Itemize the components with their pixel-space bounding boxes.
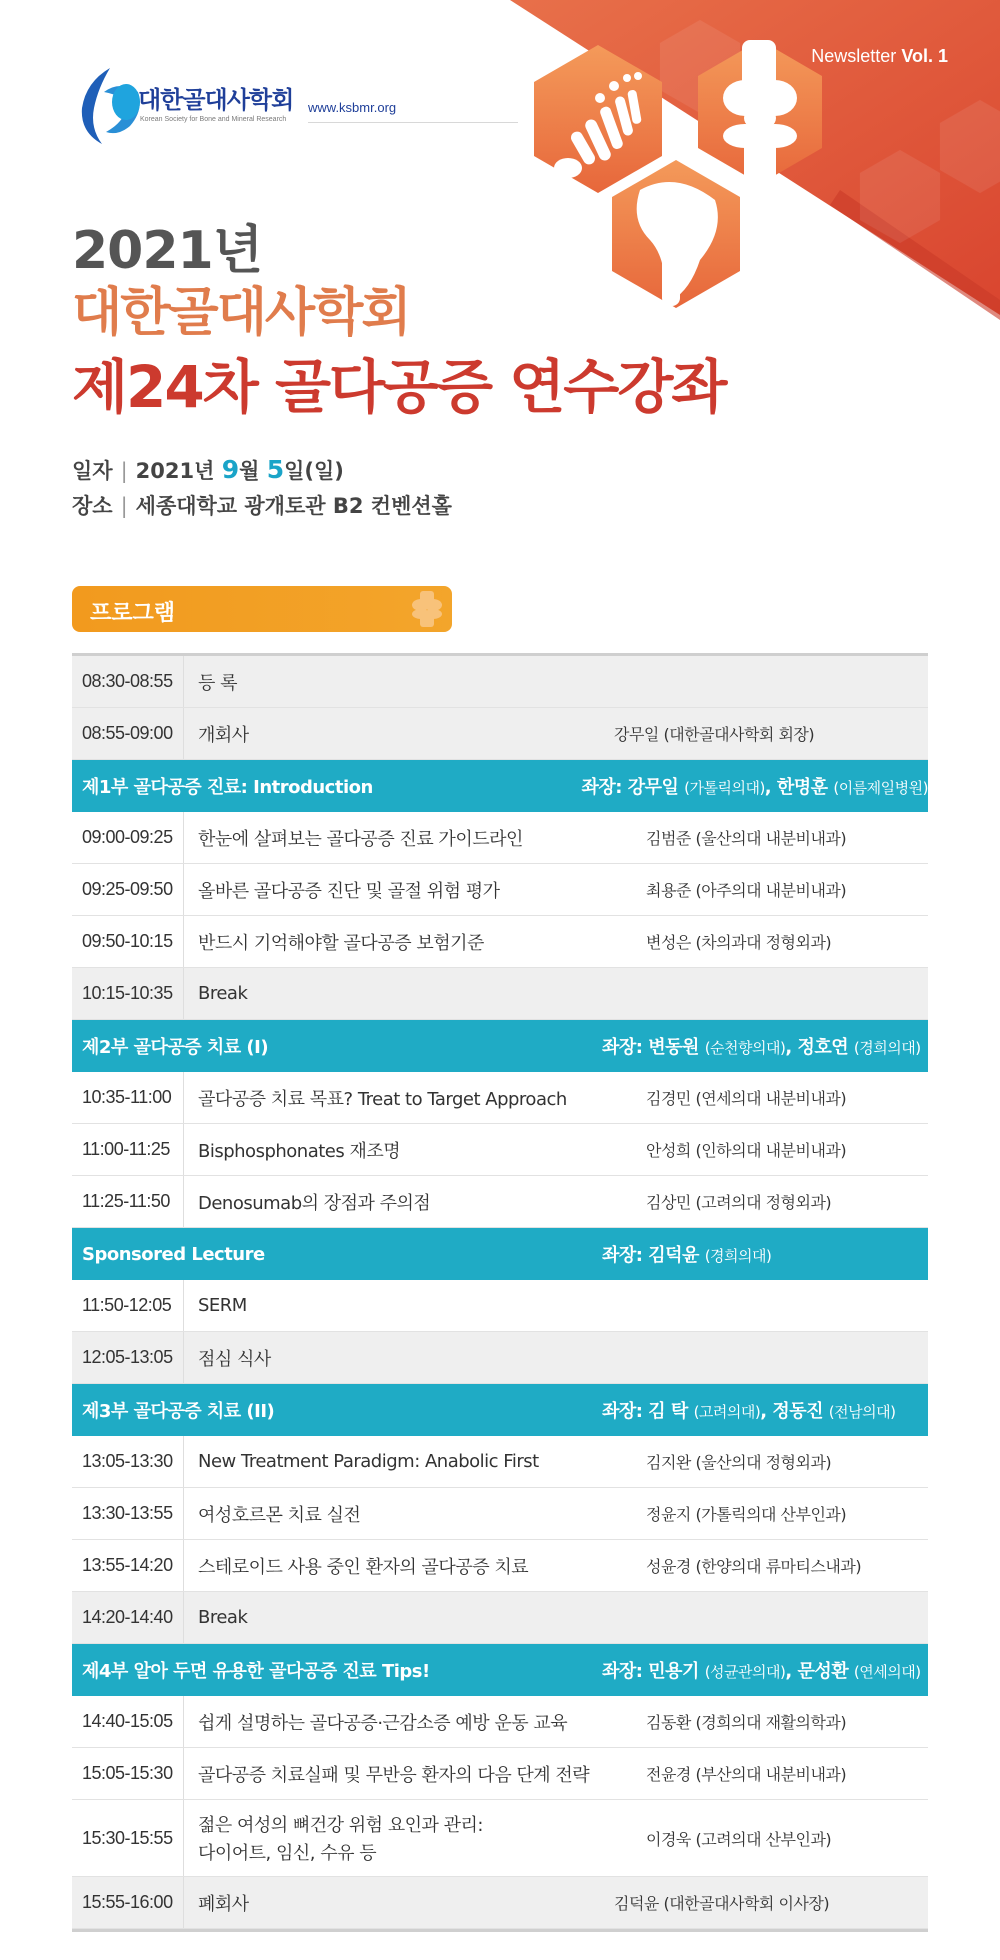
session-title: Sponsored Lecture: [82, 1243, 265, 1265]
chair-affiliation: (경희의대): [853, 1039, 921, 1057]
chair-name: , 정호연: [785, 1037, 854, 1058]
lecture-title-text: 골다공증 치료실패 및 무반응 환자의 다음 단계 전략: [198, 1764, 590, 1786]
lecture-title: [184, 1709, 644, 1735]
speaker: 정윤지 (가톨릭의대 산부인과): [646, 1505, 847, 1524]
session-time: 08:30-08:55: [72, 656, 184, 707]
schedule-row: [72, 812, 928, 864]
lecture-title-text: 올바른 골다공증 진단 및 골절 위험 평가: [198, 880, 500, 902]
schedule-row: [72, 656, 928, 708]
schedule-row: [72, 1280, 928, 1332]
session-header: [72, 1644, 928, 1696]
society-url-link[interactable]: www.ksbmr.org: [308, 100, 397, 115]
lecture-title-text: 개회사: [198, 724, 249, 746]
shoulder-bone-icon: [612, 160, 740, 308]
date-label: 일자: [72, 459, 113, 483]
date-month-unit: 월: [239, 459, 260, 483]
schedule-row: [72, 1696, 928, 1748]
schedule-row: [72, 1176, 928, 1228]
lecture-title: [184, 1761, 644, 1787]
schedule-row: [72, 708, 928, 760]
session-time: 10:15-10:35: [72, 968, 184, 1019]
date-year: 2021년: [135, 459, 215, 483]
lecture-title-text: New Treatment Paradigm: Anabolic First: [198, 1451, 539, 1472]
lecture-title-text: Bisphosphonates 재조명: [198, 1140, 401, 1162]
event-venue: [72, 490, 452, 520]
session-time: 14:40-15:05: [72, 1696, 184, 1747]
schedule-row: [72, 1488, 928, 1540]
lecture-title-text: 쉽게 설명하는 골다공증·근감소증 예방 운동 교육: [198, 1712, 568, 1734]
chair-name: 변동원: [648, 1037, 705, 1058]
speaker: 변성은 (차의과대 정형외과): [646, 933, 832, 952]
session-time: 09:50-10:15: [72, 916, 184, 967]
lecture-title-line2: 다이어트, 임신, 수유 등: [198, 1843, 377, 1864]
session-title: 제3부 골다공증 치료 (II): [82, 1401, 275, 1422]
session-title: 제1부 골다공증 진료: Introduction: [82, 777, 373, 798]
session-time: 08:55-09:00: [72, 708, 184, 759]
date-separator: |: [120, 459, 128, 483]
lecture-title: [184, 1553, 644, 1579]
lecture-title: [184, 1890, 644, 1916]
chair-affiliation: (고려의대): [693, 1403, 761, 1421]
chair-label: 좌장:: [602, 1037, 649, 1058]
session-header: [72, 1020, 928, 1072]
speaker: 전윤경 (부산의대 내분비내과): [646, 1765, 847, 1784]
session-time: 13:05-13:30: [72, 1436, 184, 1487]
session-time: 11:00-11:25: [72, 1124, 184, 1175]
chair-affiliation: (성균관의대): [704, 1663, 786, 1681]
session-header: [72, 1384, 928, 1436]
lecture-title-text: 반드시 기억해야할 골다공증 보험기준: [198, 932, 484, 954]
lecture-title: [184, 877, 644, 903]
lecture-title-text: Break: [198, 1607, 248, 1628]
lecture-title-text: SERM: [198, 1295, 247, 1316]
session-chairs: [602, 1657, 928, 1683]
lecture-title-text: 골다공증 치료 목표? Treat to Target Approach: [198, 1088, 567, 1110]
lecture-title: [184, 721, 644, 747]
schedule-row: [72, 1436, 928, 1488]
date-month-number: 9: [221, 455, 240, 484]
speaker: 김범준 (울산의대 내분비내과): [646, 829, 847, 848]
page-title: 제24차 골다공증 연수강좌: [72, 353, 726, 421]
schedule-row: [72, 1072, 928, 1124]
speaker: 김지완 (울산의대 정형외과): [646, 1453, 832, 1472]
title-organization: 대한골대사학회: [72, 283, 410, 343]
venue-name: 세종대학교 광개토관 B2 컨벤션홀: [135, 494, 452, 518]
chair-label: 좌장:: [602, 1661, 649, 1682]
chair-affiliation: (전남의대): [828, 1403, 896, 1421]
lecture-title-text: 스테로이드 사용 중인 환자의 골다공증 치료: [198, 1556, 529, 1578]
date-day-number: 5: [266, 455, 285, 484]
lecture-title-text: 젊은 여성의 뼈건강 위험 요인과 관리:: [198, 1815, 483, 1836]
lecture-title: [184, 1811, 644, 1865]
speaker: 김덕윤 (대한골대사학회 이사장): [614, 1894, 830, 1913]
session-chairs: [602, 1241, 928, 1267]
lecture-title-text: 등 록: [198, 672, 237, 694]
session-chairs: [602, 1033, 928, 1059]
lecture-title: [184, 1345, 644, 1371]
chair-affiliation: (가톨릭의대): [684, 779, 765, 797]
chair-label: 좌장:: [602, 1245, 649, 1266]
session-time: 11:25-11:50: [72, 1176, 184, 1227]
session-time: 15:30-15:55: [72, 1800, 184, 1876]
event-date: [72, 455, 344, 485]
chair-affiliation: (이름제일병원): [833, 779, 928, 797]
lecture-title: [184, 1607, 644, 1628]
chair-affiliation: (순천향의대): [704, 1039, 786, 1057]
chair-name: , 문성환: [785, 1661, 854, 1682]
lecture-title: [184, 1085, 644, 1111]
session-time: 15:05-15:30: [72, 1748, 184, 1799]
session-time: 13:55-14:20: [72, 1540, 184, 1591]
session-time: 09:00-09:25: [72, 812, 184, 863]
schedule-row: [72, 1540, 928, 1592]
chair-name: , 정동진: [760, 1401, 829, 1422]
program-label: 프로그램: [90, 601, 176, 626]
lecture-title-text: 한눈에 살펴보는 골다공증 진료 가이드라인: [198, 828, 523, 850]
schedule-row: [72, 1332, 928, 1384]
lecture-title-text: Denosumab의 장점과 주의점: [198, 1192, 431, 1214]
date-weekday: (일): [304, 459, 344, 483]
schedule-row: [72, 1877, 928, 1929]
session-time: 12:05-13:05: [72, 1332, 184, 1383]
session-header: [72, 760, 928, 812]
lecture-title-text: Break: [198, 983, 248, 1004]
schedule-row: [72, 968, 928, 1020]
lecture-title: [184, 1451, 644, 1472]
chair-affiliation: (경희의대): [704, 1247, 772, 1265]
schedule-row: [72, 916, 928, 968]
logo-name: 대한골대사학회: [138, 86, 294, 114]
chair-name: 강무일: [627, 777, 685, 798]
session-time: 10:35-11:00: [72, 1072, 184, 1123]
society-logo[interactable]: [72, 62, 452, 152]
session-title: 제4부 알아 두면 유용한 골다공증 진료 Tips!: [82, 1661, 430, 1682]
lecture-title-text: 점심 식사: [198, 1348, 271, 1370]
schedule-row: [72, 1748, 928, 1800]
venue-separator: |: [120, 494, 128, 518]
speaker: 성윤경 (한양의대 류마티스내과): [646, 1557, 862, 1576]
lecture-title: [184, 1189, 644, 1215]
speaker: 강무일 (대한골대사학회 회장): [614, 725, 815, 744]
session-title: 제2부 골다공증 치료 (I): [82, 1037, 269, 1058]
speaker: 이경욱 (고려의대 산부인과): [646, 1829, 832, 1849]
schedule-row: [72, 1592, 928, 1644]
lecture-title: [184, 669, 644, 695]
program-heading: [72, 586, 452, 632]
session-chairs: [581, 773, 928, 799]
chair-label: 좌장:: [602, 1401, 649, 1422]
speaker: 안성희 (인하의대 내분비내과): [646, 1141, 847, 1160]
chair-name: , 한명훈: [764, 777, 834, 798]
speaker: 김동환 (경희의대 재활의학과): [646, 1713, 847, 1732]
schedule-row: [72, 1124, 928, 1176]
date-day-unit: 일: [284, 459, 305, 483]
lecture-title: [184, 1295, 644, 1316]
chair-name: 민용기: [648, 1661, 705, 1682]
chair-label: 좌장:: [581, 777, 628, 798]
session-header: [72, 1228, 928, 1280]
schedule-row: [72, 1800, 928, 1877]
lecture-title: [184, 825, 644, 851]
schedule-row: [72, 864, 928, 916]
venue-label: 장소: [72, 494, 113, 518]
session-time: 11:50-12:05: [72, 1280, 184, 1331]
session-time: 15:55-16:00: [72, 1877, 184, 1928]
program-schedule-table: [72, 653, 928, 1932]
lecture-title: [184, 983, 644, 1004]
chair-name: 김덕윤: [648, 1245, 705, 1266]
speaker: 김상민 (고려의대 정형외과): [646, 1193, 832, 1212]
session-time: 14:20-14:40: [72, 1592, 184, 1643]
chair-name: 김 탁: [648, 1401, 694, 1422]
newsletter-volume: Vol. 1: [901, 46, 948, 66]
lecture-title-text: 폐회사: [198, 1893, 249, 1915]
lecture-title-text: 여성호르몬 치료 실전: [198, 1504, 361, 1526]
lecture-title: [184, 1137, 644, 1163]
url-divider: [308, 122, 518, 123]
knee-bone-icon: [408, 590, 446, 628]
logo-name-english: Korean Society for Bone and Mineral Research: [140, 116, 287, 123]
newsletter-badge: [811, 46, 948, 67]
session-chairs: [602, 1397, 928, 1423]
session-time: 13:30-13:55: [72, 1488, 184, 1539]
speaker: 김경민 (연세의대 내분비내과): [646, 1089, 847, 1108]
newsletter-label: Newsletter: [811, 46, 897, 66]
title-year: 2021년: [72, 221, 262, 281]
lecture-title: [184, 1501, 644, 1527]
lecture-title: [184, 929, 644, 955]
session-time: 09:25-09:50: [72, 864, 184, 915]
speaker: 최용준 (아주의대 내분비내과): [646, 881, 847, 900]
chair-affiliation: (연세의대): [853, 1663, 921, 1681]
